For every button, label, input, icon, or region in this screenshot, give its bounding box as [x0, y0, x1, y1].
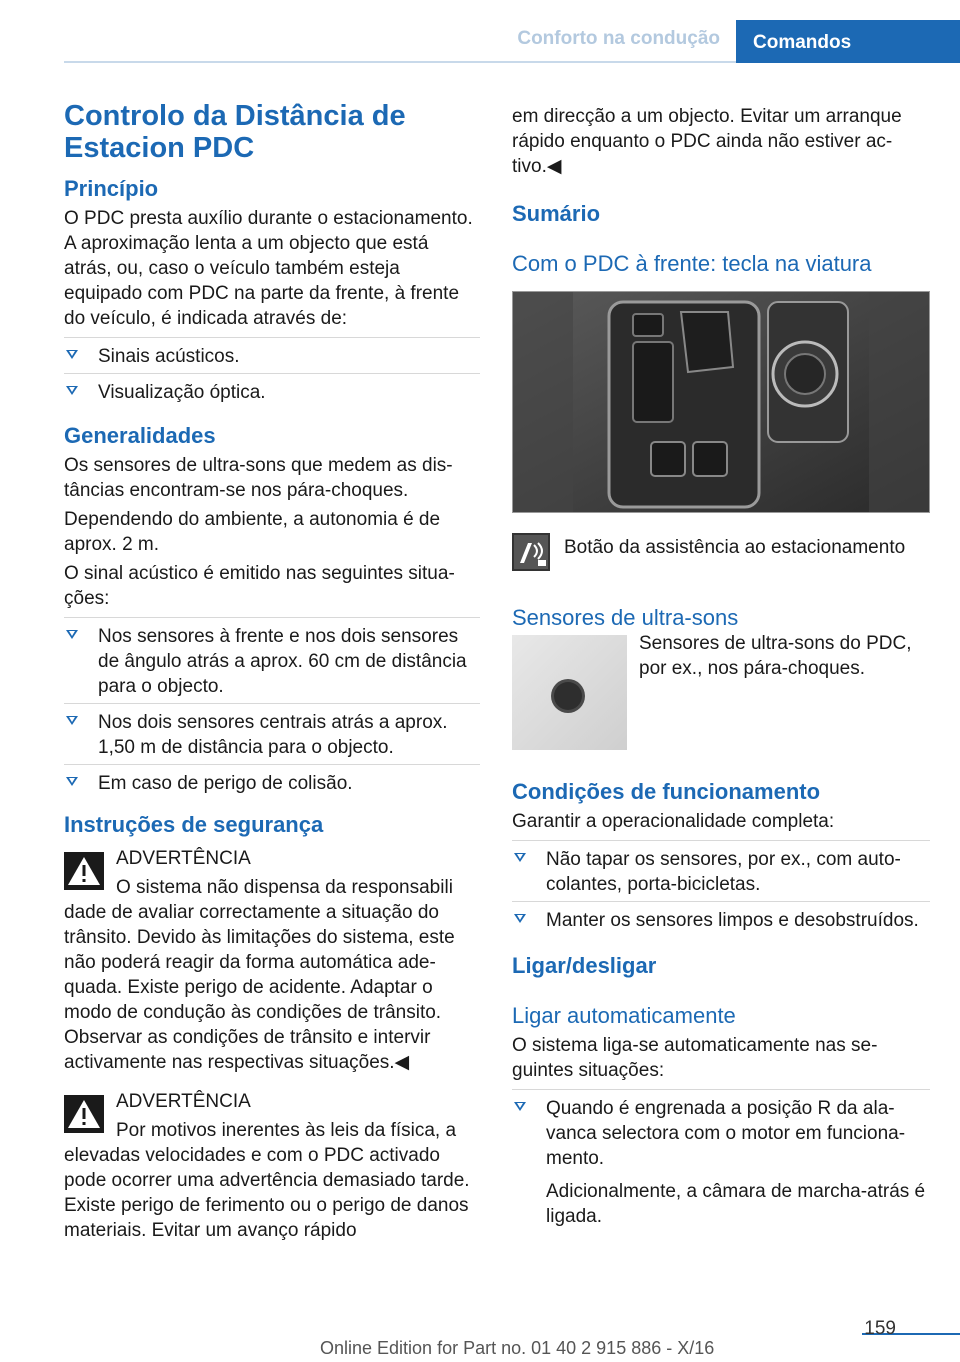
- page-title: Controlo da Distância de Estacion PDC: [64, 100, 406, 164]
- warning-title: ADVERTÊNCIA: [116, 1091, 251, 1112]
- bullet-triangle-icon: [66, 630, 78, 639]
- sensor-figure: [512, 635, 930, 753]
- bullet-triangle-icon: [514, 914, 526, 923]
- list-item: Em caso de perigo de colisão.: [64, 764, 480, 800]
- warning-text-first-line: O sistema não dispensa da responsabili: [116, 877, 453, 898]
- bullet-triangle-icon: [514, 1102, 526, 1111]
- warning-block-2: [64, 1089, 480, 1243]
- auto-on-heading: Ligar automaticamente: [512, 1003, 736, 1028]
- left-column: [64, 100, 480, 1243]
- parking-assist-button-icon: [512, 533, 550, 571]
- warning-block-1: [64, 846, 480, 1075]
- general-heading: Generalidades: [64, 423, 216, 448]
- list-item-extra: Adicionalmente, a câmara de marcha-atrás é ligada.: [546, 1181, 926, 1227]
- principle-list: [64, 337, 480, 409]
- warning-icon: [64, 1095, 104, 1133]
- list-item: Sinais acústicos.: [64, 338, 480, 373]
- sensors-heading: Sensores de ultra-sons: [512, 605, 739, 630]
- conditions-heading: Condições de funcionamento: [512, 779, 821, 804]
- center-console-image: [513, 292, 929, 512]
- list-item: Nos sensores à frente e nos dois sensores de ângulo atrás a aprox. 60 cm de distância para o objecto.: [64, 618, 480, 703]
- conditions-text: Garantir a operacionalidade completa:: [512, 811, 835, 832]
- bullet-triangle-icon: [66, 386, 78, 395]
- warning-text: dade de avaliar correctamente a situação do trânsito. Devido às limitações do sistema, este não poderá reagir da forma automática adequada. Existe perigo de acidente. Adaptar o modo de condução às condições de trânsito. Observar as condições de trânsito e intervir activamente nas respectivas situações.◀: [64, 902, 455, 1073]
- onoff-heading: Ligar/desligar: [512, 953, 657, 978]
- sensors-text: Sensores de ultra-sons do PDC, por ex., nos pára-choques.: [639, 633, 912, 679]
- edition-note: Online Edition for Part no. 01 40 2 915 886 - X/16: [320, 1338, 715, 1358]
- page-number: 159: [864, 1318, 896, 1339]
- right-column: [512, 104, 930, 1233]
- header-section-title: Conforto na condução: [517, 28, 720, 49]
- general-list: [64, 617, 480, 800]
- list-item: Nos dois sensores centrais atrás a aprox. 1,50 m de distância para o objecto.: [64, 703, 480, 764]
- list-item: Não tapar os sensores, por ex., com autocolantes, porta-bicicletas.: [512, 841, 930, 901]
- warning-icon: [64, 852, 104, 890]
- continued-warning-text: em direcção a um objecto. Evitar um arranque rápido enquanto o PDC ainda não estiver activo.◀: [512, 106, 902, 177]
- overview-heading: Sumário: [512, 201, 601, 226]
- auto-on-text: O sistema liga-se automaticamente nas seguintes situações:: [512, 1035, 878, 1081]
- bullet-triangle-icon: [66, 716, 78, 725]
- parking-assist-legend: [512, 533, 930, 581]
- bullet-triangle-icon: [514, 853, 526, 862]
- list-item: Quando é engrenada a posição R da alavanca selectora com o motor em funcionamento. Adicionalmente, a câmara de marcha-atrás é ligada.: [512, 1090, 930, 1233]
- bullet-triangle-icon: [66, 350, 78, 359]
- general-text-2: Dependendo do ambiente, a autonomia é de aprox. 2 m.: [64, 509, 441, 555]
- conditions-list: [512, 840, 930, 937]
- principle-text: O PDC presta auxílio durante o estacionamento. A aproximação lenta a um objecto que está atrás, ou, caso o veículo também esteja equipado com PDC na parte da frente, à frente do veículo, é indicada através de:: [64, 208, 473, 329]
- warning-title: ADVERTÊNCIA: [116, 848, 251, 869]
- principle-heading: Princípio: [64, 176, 159, 201]
- general-text-1: Os sensores de ultra-sons que medem as distâncias encontram-se nos pára-choques.: [64, 455, 453, 501]
- front-pdc-heading: Com o PDC à frente: tecla na viatura: [512, 251, 872, 276]
- safety-heading: Instruções de segurança: [64, 812, 324, 837]
- center-console-photo: [512, 291, 930, 513]
- auto-on-list: [512, 1089, 930, 1233]
- general-text-3: O sinal acústico é emitido nas seguintes situações:: [64, 563, 455, 609]
- list-item: Visualização óptica.: [64, 373, 480, 409]
- parking-assist-caption: Botão da assistência ao estacionamento: [564, 537, 906, 558]
- warning-text-first-line: Por motivos inerentes às leis da física, a: [116, 1120, 457, 1141]
- ultrasonic-sensor-image: [512, 635, 627, 750]
- list-item: Manter os sensores limpos e desobstruídos.: [512, 901, 930, 937]
- warning-text: elevadas velocidades e com o PDC activado pode ocorrer uma advertência demasiado tarde. Existe perigo de ferimento ou o perigo de danos materiais. Evitar um avanço rápido: [64, 1145, 470, 1241]
- bullet-triangle-icon: [66, 777, 78, 786]
- ultrasonic-sensor-photo: [512, 635, 627, 750]
- header-chapter-tab: Comandos: [736, 20, 960, 63]
